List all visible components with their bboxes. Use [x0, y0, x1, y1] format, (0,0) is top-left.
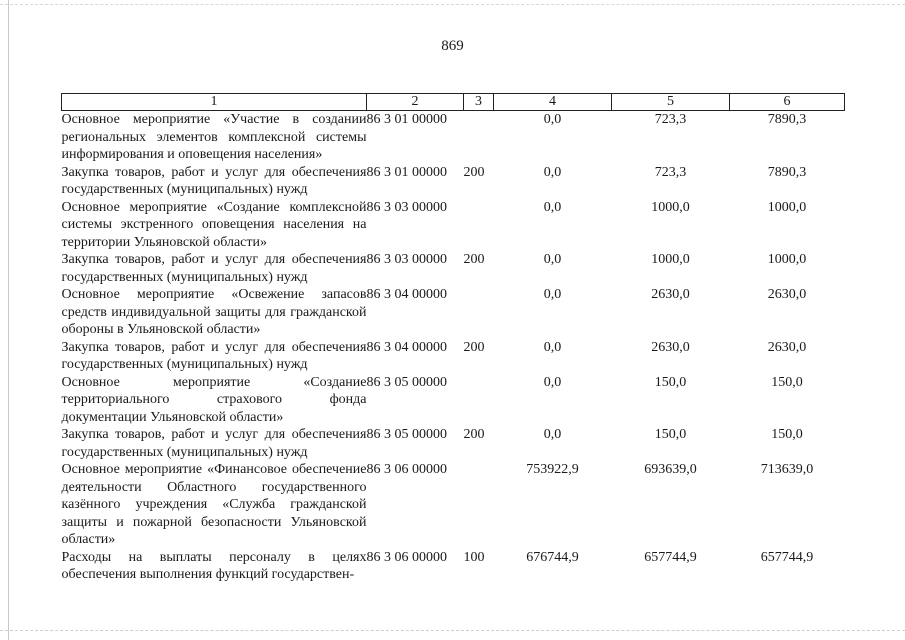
row-value-4: 0,0: [543, 427, 562, 442]
table-row: [62, 286, 845, 339]
column-header-3: 3: [464, 94, 494, 111]
row-name: Основное мероприятие «Финансовое обеспечение деятельности Областного государственного казённого учреждения «Служба гражданской защиты и пожарной безопасности Ульяновской области»: [61, 462, 367, 547]
row-name: Расходы на выплаты персоналу в целях обеспечения выполнения функций государствен-: [61, 549, 367, 582]
row-name: Закупка товаров, работ и услуг для обеспечения государственных (муниципальных) нужд: [61, 427, 367, 460]
row-value-6: 150,0: [771, 427, 803, 442]
row-value-4: 0,0: [543, 374, 562, 390]
row-value-5: 657744,9: [644, 549, 697, 565]
row-value-4: 753922,9: [526, 462, 579, 477]
row-expense-type: [464, 199, 494, 252]
table-row: [62, 339, 845, 374]
budget-table: [61, 93, 845, 584]
row-value-5: 723,3: [654, 164, 687, 180]
column-header-4: 4: [494, 94, 612, 111]
row-value-4: 0,0: [543, 252, 562, 267]
row-value-4: 0,0: [543, 339, 562, 355]
row-name: Основное мероприятие «Создание территориального страхового фонда документации Ульяновской области»: [61, 374, 367, 425]
row-value-6: 713639,0: [760, 462, 814, 477]
row-name: Закупка товаров, работ и услуг для обеспечения государственных (муниципальных) нужд: [61, 339, 367, 372]
table-row: [62, 111, 845, 164]
table-header: [62, 94, 845, 111]
row-expense-type: 200: [463, 339, 485, 355]
row-value-4: 0,0: [543, 287, 562, 302]
row-expense-type: [464, 374, 494, 427]
row-value-6: 1000,0: [767, 199, 807, 215]
row-expense-type: 200: [463, 252, 485, 267]
row-name: Закупка товаров, работ и услуг для обеспечения государственных (муниципальных) нужд: [61, 164, 367, 197]
row-value-4: 0,0: [543, 199, 562, 215]
row-expense-type: 100: [463, 549, 485, 565]
row-value-6: 150,0: [771, 374, 803, 390]
row-value-6: 7890,3: [767, 112, 807, 127]
row-value-6: 2630,0: [767, 339, 807, 355]
row-code: 86 3 03 00000: [366, 199, 447, 215]
row-name: Закупка товаров, работ и услуг для обеспечения государственных (муниципальных) нужд: [61, 252, 367, 285]
scan-left-edge: [8, 0, 9, 640]
column-header-5: 5: [612, 94, 730, 111]
row-code: 86 3 04 00000: [366, 287, 447, 302]
row-name: Основное мероприятие «Освежение запасов средств индивидуальной защиты для гражданской обороны в Ульяновской области»: [61, 287, 367, 337]
row-value-5: 693639,0: [644, 462, 697, 477]
scan-top-edge: [0, 4, 905, 6]
row-value-5: 2630,0: [651, 339, 690, 355]
table-row: [62, 461, 845, 549]
column-header-6: 6: [730, 94, 845, 111]
scan-bottom-edge: [0, 630, 905, 632]
row-value-5: 1000,0: [651, 252, 690, 267]
row-code: 86 3 04 00000: [366, 339, 447, 355]
row-expense-type: 200: [463, 164, 485, 180]
column-header-1: 1: [62, 94, 367, 111]
row-value-4: 0,0: [543, 164, 562, 180]
row-name: Основное мероприятие «Создание комплексной системы экстренного оповещения населения на территории Ульяновской области»: [61, 199, 367, 250]
table-row: [62, 549, 845, 584]
column-header-2: 2: [367, 94, 464, 111]
row-value-6: 657744,9: [760, 549, 814, 565]
row-value-6: 1000,0: [767, 252, 807, 267]
row-name: Основное мероприятие «Участие в создании региональных элементов комплексной системы информирования и оповещения населения»: [61, 112, 367, 162]
row-expense-type: [464, 286, 494, 339]
table-row: [62, 199, 845, 252]
row-expense-type: [464, 461, 494, 549]
row-code: 86 3 05 00000: [366, 374, 447, 390]
row-code: 86 3 01 00000: [366, 112, 447, 127]
row-value-5: 723,3: [654, 112, 687, 127]
table-row: [62, 426, 845, 461]
page-number: 869: [441, 38, 464, 54]
row-value-6: 2630,0: [767, 287, 807, 302]
row-value-6: 7890,3: [767, 164, 807, 180]
row-code: 86 3 05 00000: [366, 427, 447, 442]
row-value-5: 150,0: [654, 427, 687, 442]
row-value-5: 150,0: [654, 374, 687, 390]
row-value-5: 2630,0: [651, 287, 690, 302]
row-expense-type: [464, 111, 494, 164]
row-expense-type: 200: [463, 427, 485, 442]
row-code: 86 3 06 00000: [366, 462, 447, 477]
row-value-4: 676744,9: [526, 549, 579, 565]
table-body: [62, 111, 845, 584]
row-value-4: 0,0: [543, 112, 562, 127]
row-code: 86 3 03 00000: [366, 252, 447, 267]
row-code: 86 3 06 00000: [366, 549, 447, 565]
table-row: [62, 251, 845, 286]
row-value-5: 1000,0: [651, 199, 690, 215]
table-row: [62, 374, 845, 427]
row-code: 86 3 01 00000: [366, 164, 447, 180]
table-row: [62, 164, 845, 199]
